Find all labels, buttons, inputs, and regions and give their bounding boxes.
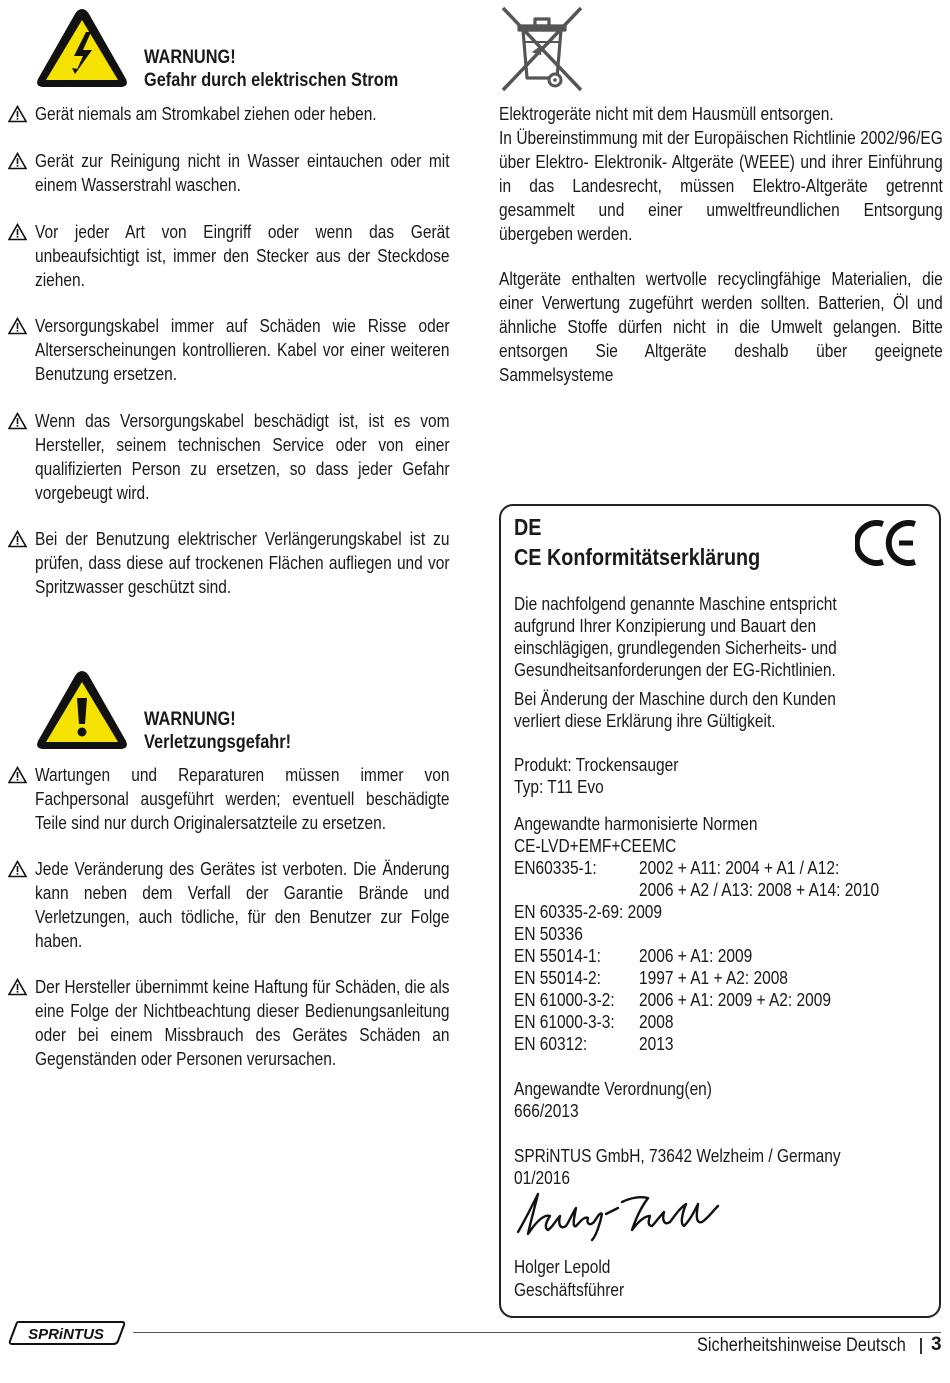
signer-role: Geschäftsführer [514,1280,625,1300]
list-item [8,527,450,599]
svg-text:SPRiNTUS: SPRiNTUS [28,1326,104,1343]
list-item [8,409,450,505]
ce-product: Produkt: Trockensauger [514,755,679,775]
warning-triangle-icon [8,223,27,241]
ce-title: CE Konformitätserklärung [514,544,761,570]
page-number: 3 [931,1334,942,1355]
item-text: Vor jeder Art von Eingriff oder wenn das Gerät unbeaufsichtigt ist, immer den Stecker aus der Steckdose ziehen. [35,222,450,290]
warning-triangle-icon [8,978,27,996]
warning-triangle-icon [8,152,27,170]
injury-warning-title [144,708,315,754]
warning-label: WARNUNG! [144,709,236,730]
footer-section-title: Sicherheitshinweise Deutsch [697,1335,906,1356]
warning-triangle-icon [8,530,27,548]
list-item [8,220,450,292]
warning-subtitle: Verletzungsgefahr! [144,732,292,753]
list-item [8,975,450,1071]
footer-rule [133,1332,941,1333]
footer-separator [920,1338,922,1354]
item-text: Versorgungskabel immer auf Schäden wie Risse oder Alterserscheinungen kontrollieren. Kabel vor einer weiteren Benutzung ersetzen. [35,316,450,384]
electric-warning-title [144,46,440,92]
ce-company: SPRiNTUS GmbH, 73642 Welzheim / Germany [514,1146,841,1166]
sprintus-logo [8,1320,126,1346]
norm-name: EN 61000-3-3: [514,1012,615,1032]
norm-name: EN 55014-1: [514,946,601,966]
crossed-out-wheelie-bin-icon [499,4,585,94]
warning-triangle-icon [8,317,27,335]
norm-name: EN 55014-2: [514,968,601,988]
item-text: Bei der Benutzung elektrischer Verlängerungskabel ist zu prüfen, dass diese auf trockenen Flächen aufliegen und vor Spritzwasser geschützt sind. [35,529,450,597]
list-item [8,763,450,835]
norm-value: 2013 [639,1034,674,1054]
ce-intro-line: aufgrund Ihrer Konzipierung und Bauart den [514,616,817,636]
ce-change-line: verliert diese Erklärung ihre Gültigkeit. [514,711,776,731]
ce-norms-directives: CE-LVD+EMF+CEEMC [514,836,677,856]
ce-type: Typ: T11 Evo [514,777,604,797]
ce-intro-line: Die nachfolgend genannte Maschine entspricht [514,594,837,614]
list-item [8,102,450,126]
item-text: Wartungen und Reparaturen müssen immer von Fachpersonal ausgeführt werden; eventuell beschädigte Teile sind nur durch Originalersatzteile zu ersetzen. [35,765,450,833]
ce-norms-heading: Angewandte harmonisierte Normen [514,814,758,834]
item-text: Wenn das Versorgungskabel beschädigt ist, ist es vom Hersteller, seinem technischen Service oder von einer qualifizierten Person zu ersetzen, so dass jeder Gefahr vorgebeugt wird. [35,411,450,503]
norm-name: EN60335-1: [514,858,597,878]
ce-intro-line: Gesundheitsanforderungen der EG-Richtlinien. [514,660,836,680]
warning-triangle-icon [8,105,27,123]
disposal-paragraph: Elektrogeräte nicht mit dem Hausmüll entsorgen. In Übereinstimmung mit der Europäischen Richtlinie 2002/96/EG über Elektro- Elektronik- Altgeräte (WEEE) und ihrer Einführung in das Landesrecht, müssen Elektro-Altgeräte getrennt gesammelt und einer umweltfreundlichen Entsorgung übergeben werden. [499,104,943,244]
warning-triangle-icon [8,766,27,784]
ce-intro-line: einschlägigen, grundlegenden Sicherheits- und [514,638,837,658]
norm-value: 2006 + A1: 2009 + A2: 2009 [639,990,831,1010]
ce-date: 01/2016 [514,1168,570,1188]
list-item [8,314,450,386]
ce-regulation-heading: Angewandte Verordnung(en) [514,1079,712,1099]
warning-label: WARNUNG! [144,47,236,68]
norm-name: EN 61000-3-2: [514,990,615,1010]
exclamation-warning-icon [34,668,130,753]
warning-triangle-icon [8,860,27,878]
norm-value: 2006 + A1: 2009 [639,946,753,966]
item-text: Gerät niemals am Stromkabel ziehen oder heben. [35,104,377,124]
norm-name: EN 60335-2-69: 2009 [514,902,663,922]
norm-value: 2008 [639,1012,674,1032]
list-item [8,857,450,953]
norm-name: EN 50336 [514,924,583,944]
norm-name: EN 60312: [514,1034,588,1054]
high-voltage-warning-icon [34,6,130,91]
ce-change-line: Bei Änderung der Maschine durch den Kunden [514,689,836,709]
warning-subtitle: Gefahr durch elektrischen Strom [144,70,399,91]
recycling-paragraph: Altgeräte enthalten wertvolle recyclingfähige Materialien, die einer Verwertung zugeführt werden sollten. Batterien, Öl und ähnliche Stoffe dürfen nicht in die Umwelt gelangen. Bitte entsorgen Sie Altgeräte deshalb über geeignete Sammelsysteme [499,269,943,385]
ce-mark-icon [855,519,920,567]
norm-value: 1997 + A1 + A2: 2008 [639,968,788,988]
item-text: Gerät zur Reinigung nicht in Wasser eintauchen oder mit einem Wasserstrahl waschen. [35,151,450,195]
item-text: Der Hersteller übernimmt keine Haftung für Schäden, die als eine Folge der Nichtbeachtung dieser Bedienungsanleitung oder bei einem Missbrauch des Gerätes Schäden an Gegenständen oder Personen verursachen. [35,977,450,1069]
ce-language-code: DE [514,514,542,540]
norm-value: 2002 + A11: 2004 + A1 / A12: [639,858,840,878]
warning-triangle-icon [8,412,27,430]
norm-value: 2006 + A2 / A13: 2008 + A14: 2010 [639,880,880,900]
signature-image [514,1186,724,1242]
list-item [8,149,450,197]
signer-name: Holger Lepold [514,1257,611,1277]
item-text: Jede Veränderung des Gerätes ist verboten. Die Änderung kann neben dem Verfall der Garantie Brände und Verletzungen, auch tödliche, für den Benutzer zur Folge haben. [35,859,450,951]
ce-regulation-value: 666/2013 [514,1101,579,1121]
